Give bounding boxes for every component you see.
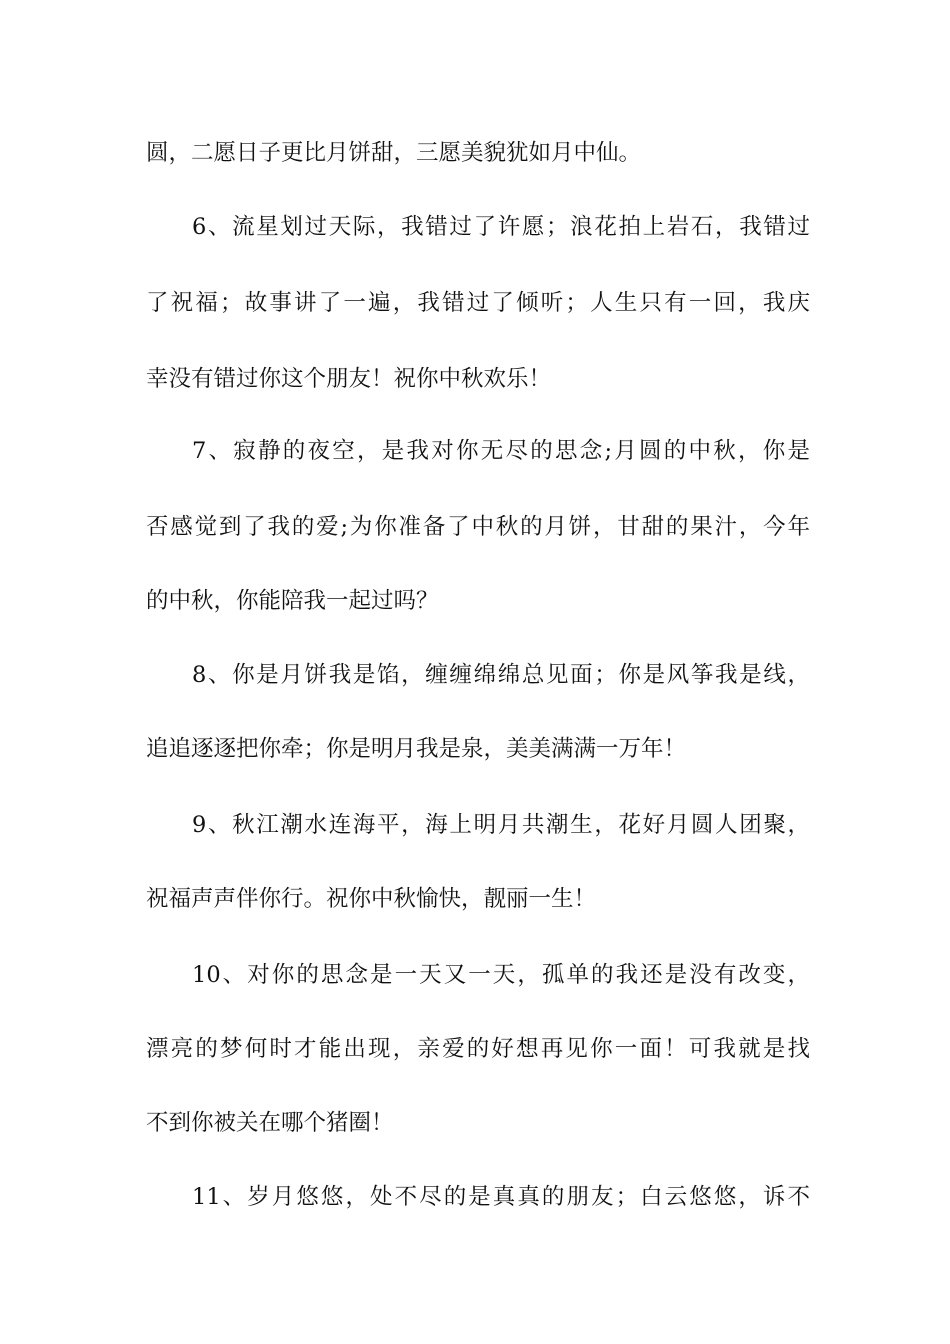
- text-line: 8、你是月饼我是馅，缠缠绵绵总见面；你是风筝我是线，: [192, 662, 810, 688]
- text-line: 6、流星划过天际，我错过了许愿；浪花拍上岩石，我错过: [192, 214, 810, 240]
- text-line: 祝福声声伴你行。祝你中秋愉快，靓丽一生！: [146, 886, 597, 912]
- text-line: 的中秋，你能陪我一起过吗？: [146, 588, 439, 614]
- text-line: 漂亮的梦何时才能出现，亲爱的好想再见你一面！可我就是找: [146, 1036, 810, 1062]
- text-line: 9、秋江潮水连海平，海上明月共潮生，花好月圆人团聚，: [192, 812, 810, 838]
- text-line: 10、对你的思念是一天又一天，孤单的我还是没有改变，: [192, 962, 810, 988]
- text-line: 了祝福；故事讲了一遍，我错过了倾听；人生只有一回，我庆: [146, 290, 810, 316]
- text-line: 否感觉到了我的爱;为你准备了中秋的月饼，甘甜的果汁，今年: [146, 514, 810, 540]
- text-line: 7、寂静的夜空，是我对你无尽的思念;月圆的中秋，你是: [192, 438, 810, 464]
- text-line: 11、岁月悠悠，处不尽的是真真的朋友；白云悠悠，诉不: [192, 1184, 810, 1210]
- text-line: 幸没有错过你这个朋友！祝你中秋欢乐！: [146, 366, 552, 392]
- text-line: 追追逐逐把你牵；你是明月我是泉，美美满满一万年！: [146, 736, 687, 762]
- text-line: 圆，二愿日子更比月饼甜，三愿美貌犹如月中仙。: [146, 140, 642, 166]
- text-line: 不到你被关在哪个猪圈！: [146, 1110, 394, 1136]
